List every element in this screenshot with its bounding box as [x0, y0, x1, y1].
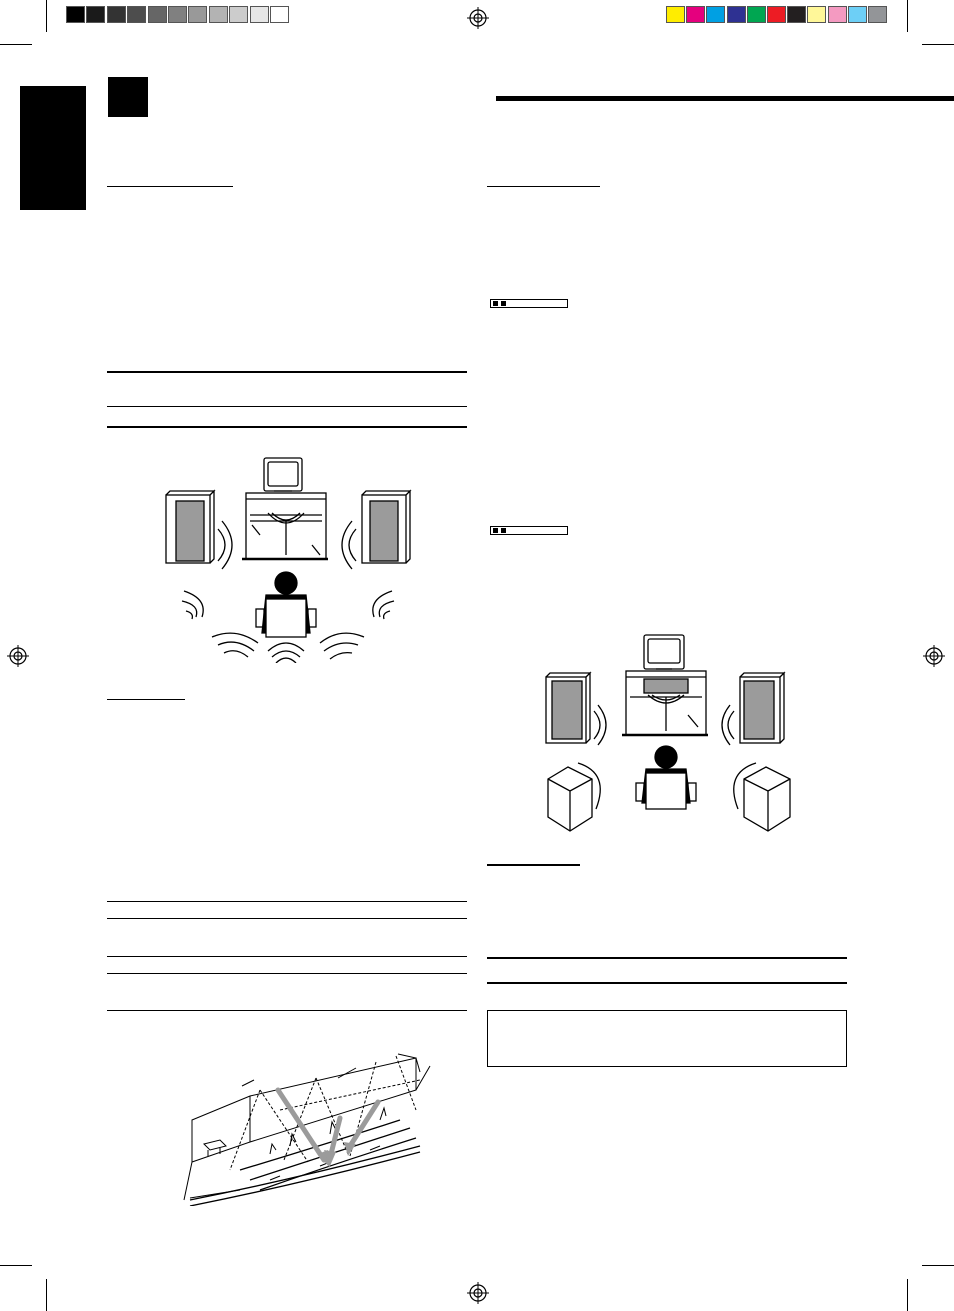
registration-mark-icon	[7, 645, 29, 667]
table-rule	[107, 426, 467, 428]
registration-mark-icon	[467, 1282, 489, 1304]
gray-swatch	[107, 6, 126, 23]
table-rule	[107, 406, 467, 407]
crop-mark	[922, 1265, 954, 1266]
heading-underline	[107, 699, 185, 700]
gray-swatch	[148, 6, 167, 23]
heading-underline	[107, 186, 233, 187]
color-swatch	[807, 6, 826, 23]
heading-underline	[487, 864, 580, 866]
color-swatch	[787, 6, 806, 23]
table-rule	[107, 901, 467, 902]
table-rule	[487, 957, 847, 959]
table-rule	[107, 918, 467, 919]
concert-hall-illustration	[180, 1050, 436, 1206]
color-swatch	[727, 6, 746, 23]
crop-mark	[46, 1279, 47, 1311]
crop-mark	[46, 0, 47, 32]
color-swatch	[686, 6, 705, 23]
color-swatch	[706, 6, 725, 23]
color-swatch	[767, 6, 786, 23]
table-rule	[107, 371, 467, 373]
registration-mark-icon	[467, 7, 489, 29]
gray-swatch	[270, 6, 289, 23]
table-rule	[107, 1010, 467, 1011]
mode-indicator-icon	[490, 299, 568, 308]
stereo-speaker-illustration	[160, 455, 416, 663]
registration-mark-icon	[923, 645, 945, 667]
section-marker-box	[108, 77, 148, 117]
color-swatch	[666, 6, 685, 23]
heading-underline	[487, 186, 600, 187]
mode-indicator-icon	[490, 526, 568, 535]
table-rule	[107, 956, 467, 957]
side-language-tab	[20, 86, 86, 210]
table-rule	[487, 982, 847, 984]
gray-swatch	[188, 6, 207, 23]
gray-swatch	[168, 6, 187, 23]
gray-swatch	[250, 6, 269, 23]
crop-mark	[922, 44, 954, 45]
gray-swatch	[209, 6, 228, 23]
color-swatch	[868, 6, 887, 23]
crop-mark	[907, 1279, 908, 1311]
color-swatch	[828, 6, 847, 23]
header-rule	[496, 96, 954, 101]
color-swatch	[848, 6, 867, 23]
crop-mark	[907, 0, 908, 32]
note-box	[487, 1010, 847, 1067]
crop-mark	[0, 1265, 32, 1266]
surround-speaker-illustration	[538, 633, 798, 835]
gray-swatch	[86, 6, 105, 23]
gray-swatch	[127, 6, 146, 23]
color-swatch	[747, 6, 766, 23]
gray-swatch	[66, 6, 85, 23]
table-rule	[107, 973, 467, 974]
gray-swatch	[229, 6, 248, 23]
crop-mark	[0, 44, 32, 45]
